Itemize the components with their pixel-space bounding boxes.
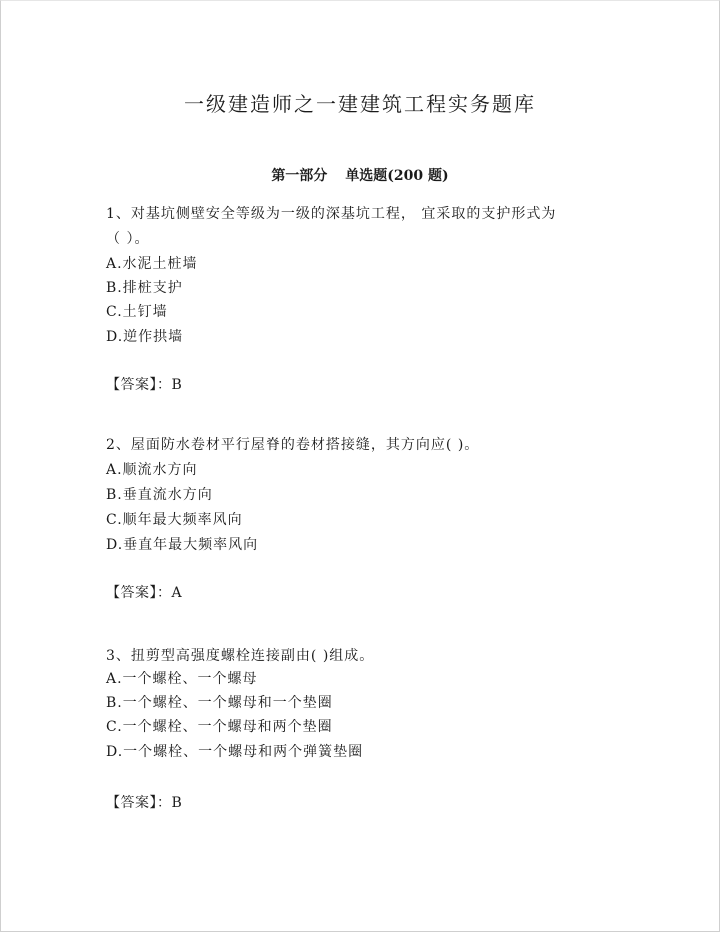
question-2-option-b: B.垂直流水方向 [106, 487, 213, 503]
question-2-option-a: A.顺流水方向 [106, 462, 198, 478]
question-3-option-d: D.一个螺栓、一个螺母和两个弹簧垫圈 [106, 744, 364, 760]
question-3-stem: 3、扭剪型高强度螺栓连接副由( )组成。 [106, 648, 375, 664]
question-3-option-b: B.一个螺栓、一个螺母和一个垫圈 [106, 695, 333, 711]
document-title: 一级建造师之一建建筑工程实务题库 [184, 92, 536, 116]
question-3-option-a: A.一个螺栓、一个螺母 [106, 671, 258, 687]
question-2-option-c: C.顺年最大频率风向 [106, 512, 243, 528]
question-1-answer: 【答案】：B [106, 377, 183, 393]
question-1-stem-line-1: 1、对基坑侧壁安全等级为一级的深基坑工程， 宜采取的支护形式为 [106, 206, 557, 222]
question-1-option-d: D.逆作拱墙 [106, 329, 184, 345]
question-1-stem-line-2: （ ）。 [106, 231, 150, 247]
question-1-option-b: B.排桩支护 [106, 280, 183, 296]
question-1-option-c: C.土钉墙 [106, 304, 168, 320]
section-part: 第一部分 [271, 168, 328, 184]
section-name: 单选题(200 题) [345, 168, 449, 184]
question-3-option-c: C.一个螺栓、一个螺母和两个垫圈 [106, 719, 333, 735]
question-2-answer: 【答案】：A [106, 585, 183, 601]
question-1-option-a: A.水泥土桩墙 [106, 256, 198, 272]
question-3-answer: 【答案】：B [106, 795, 183, 811]
question-2-stem: 2、屋面防水卷材平行屋脊的卷材搭接缝，其方向应( )。 [106, 437, 480, 453]
question-2-option-d: D.垂直年最大频率风向 [106, 537, 259, 553]
section-heading [0, 165, 720, 185]
